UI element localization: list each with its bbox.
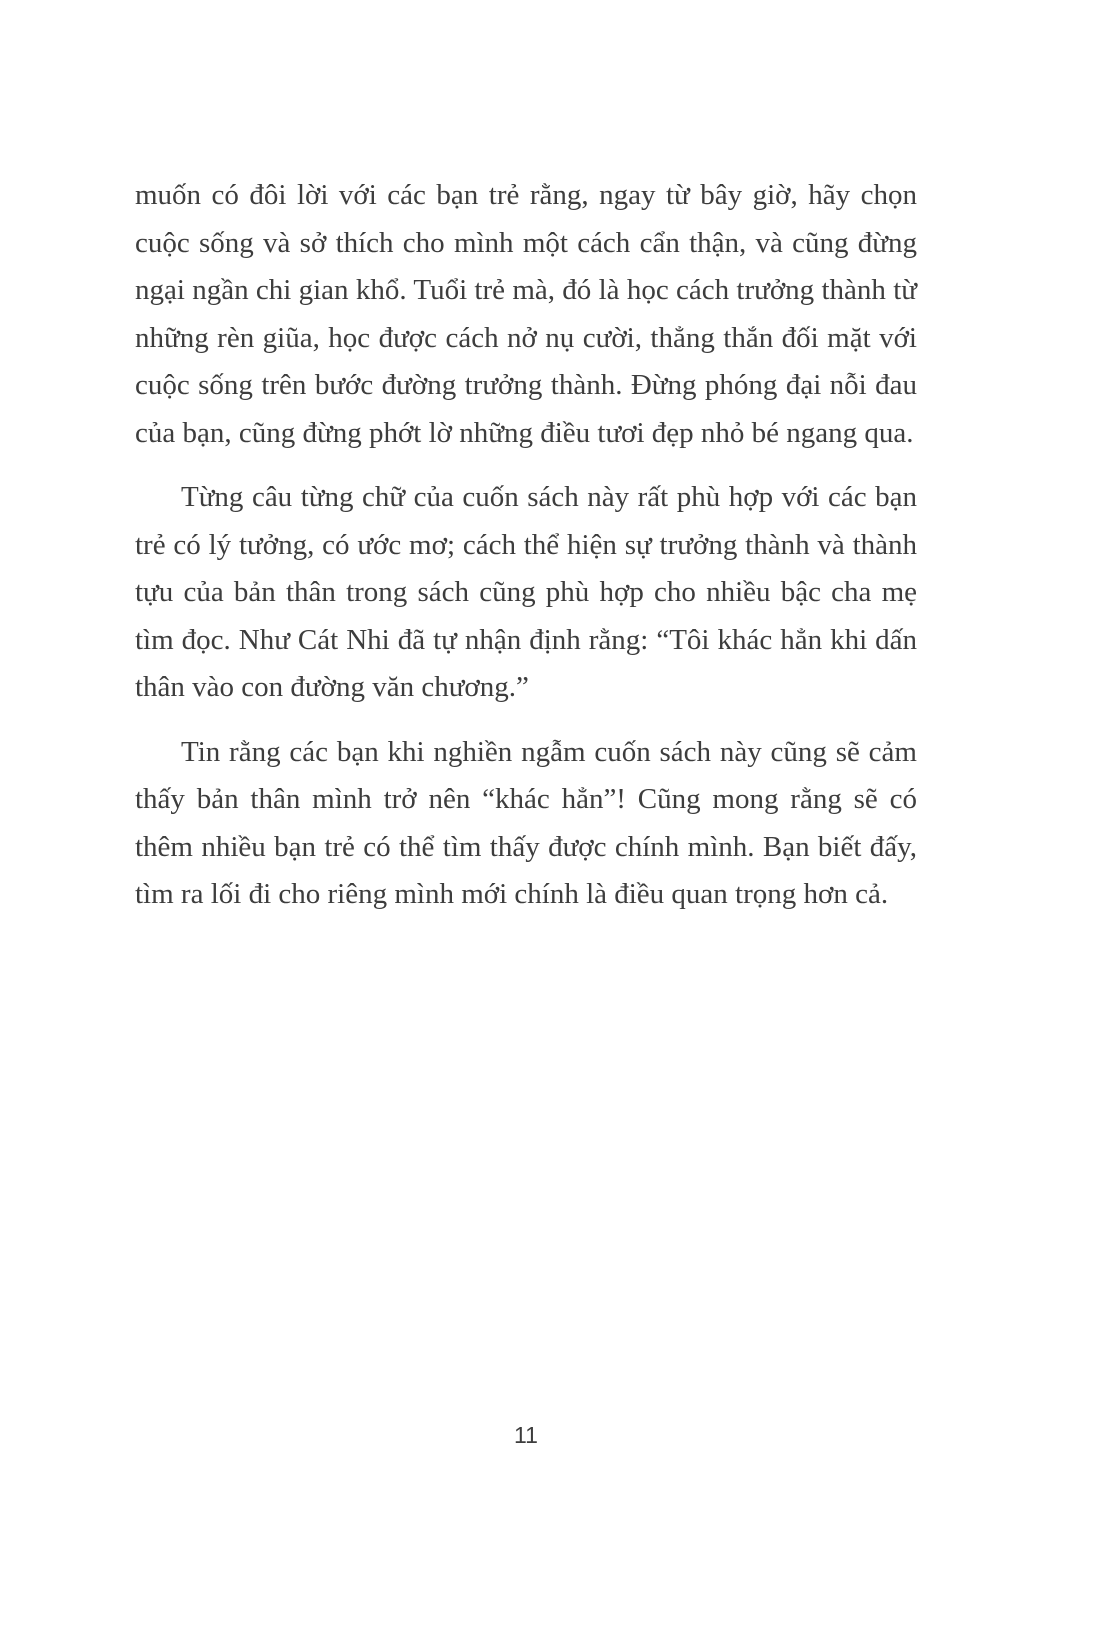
body-paragraph: muốn có đôi lời với các bạn trẻ rằng, ngay từ bây giờ, hãy chọn cuộc sống và sở thích cho mình một cách cẩn thận, và cũng đừng ngại ngần chi gian khổ. Tuổi trẻ mà, đó là học cách trưởng thành từ những rèn giũa, học được cách nở nụ cười, thẳng thắn đối mặt với cuộc sống trên bước đường trưởng thành. Đừng phóng đại nỗi đau của bạn, cũng đừng phớt lờ những điều tươi đẹp nhỏ bé ngang qua. — [135, 179, 917, 449]
body-paragraph: Từng câu từng chữ của cuốn sách này rất phù hợp với các bạn trẻ có lý tưởng, có ước mơ; cách thể hiện sự trưởng thành và thành tựu của bản thân trong sách cũng phù hợp cho nhiều bậc cha mẹ tìm đọc. Như Cát Nhi đã tự nhận định rằng: “Tôi khác hẳn khi dấn thân vào con đường văn chương.” — [135, 481, 917, 703]
page-number: 11 — [514, 1422, 538, 1448]
text-block — [135, 172, 917, 936]
body-paragraph: Tin rằng các bạn khi nghiền ngẫm cuốn sách này cũng sẽ cảm thấy bản thân mình trở nên “khác hẳn”! Cũng mong rằng sẽ có thêm nhiều bạn trẻ có thể tìm thấy được chính mình. Bạn biết đấy, tìm ra lối đi cho riêng mình mới chính là điều quan trọng hơn cả. — [135, 735, 917, 910]
